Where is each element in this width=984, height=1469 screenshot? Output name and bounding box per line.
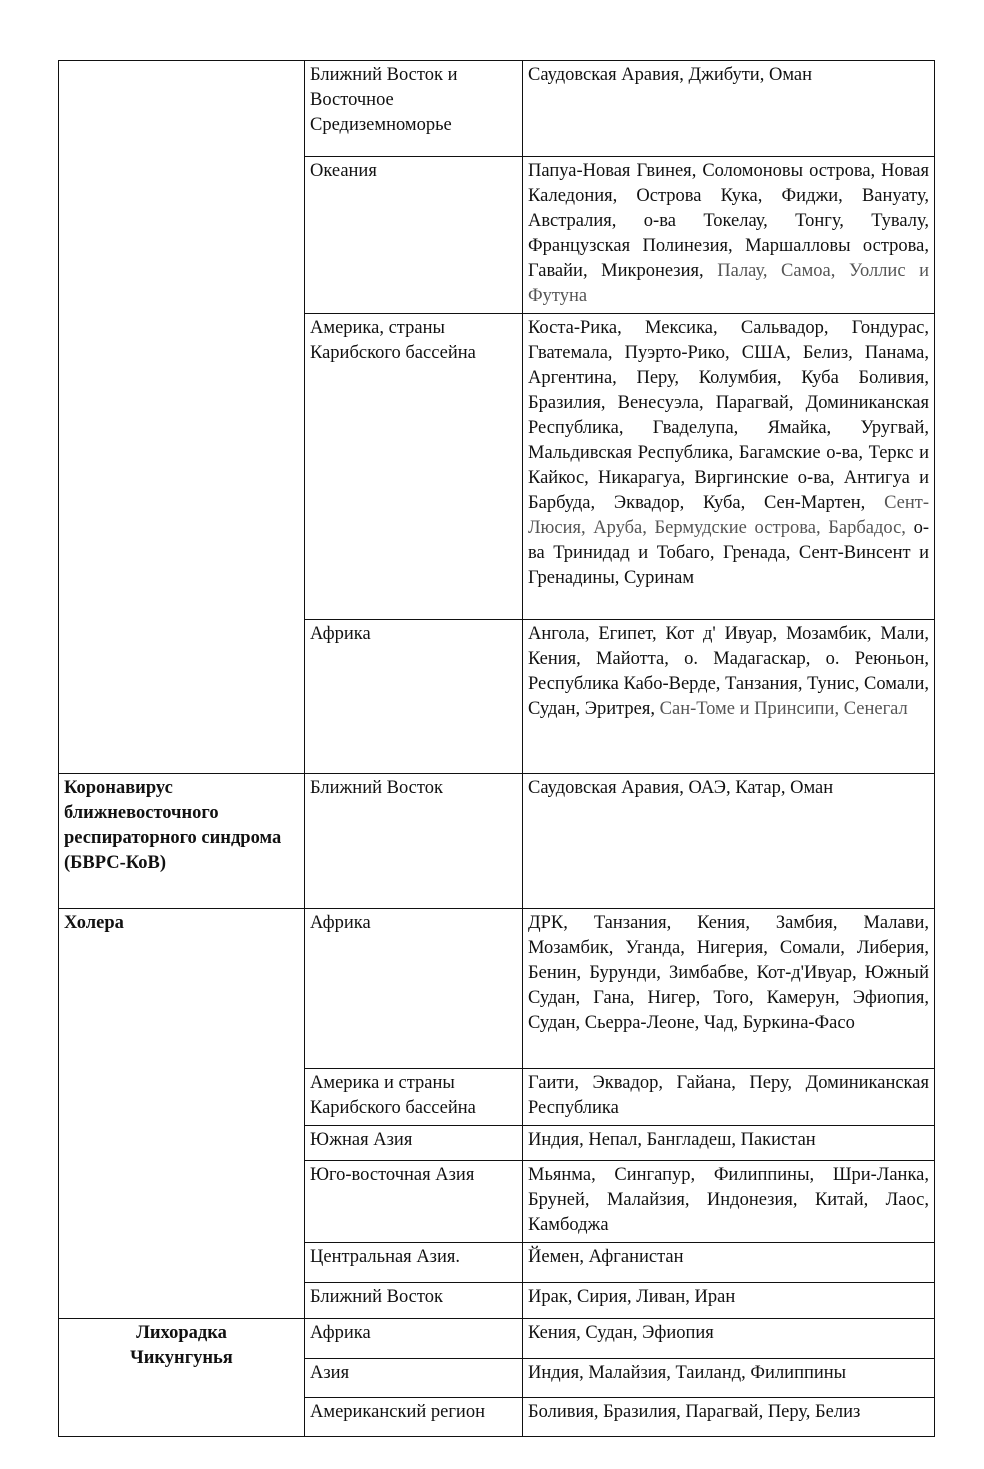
- countries-cell: Кения, Судан, Эфиопия: [523, 1319, 935, 1359]
- countries-cell: Боливия, Бразилия, Парагвай, Перу, Белиз: [523, 1398, 935, 1437]
- countries-text: Папуа-Новая Гвинея, Соломоновы острова, Новая Каледония, Острова Кука, Фиджи, Вануату, Австралия, о-ва Токелау, Тонгу, Тувалу, Французская Полинезия, Маршалловы острова, Гавайи, Микронезия,: [528, 161, 929, 281]
- region-cell: Центральная Азия.: [305, 1243, 523, 1283]
- countries-cell: Индия, Непал, Бангладеш, Пакистан: [523, 1126, 935, 1161]
- region-cell: Океания: [305, 157, 523, 314]
- countries-cell: Ирак, Сирия, Ливан, Иран: [523, 1283, 935, 1319]
- countries-text: Ангола, Египет, Кот д' Ивуар, Мозамбик, Мали, Кения, Майотта, о. Мадагаскар, о. Реюньон, Республика Кабо-Верде, Танзания, Тунис, Сомали, Судан, Эритрея,: [528, 624, 929, 719]
- disease-region-table: [58, 60, 935, 1437]
- countries-cell: [523, 157, 935, 314]
- disease-cell: Коронавирус ближневосточного респираторного синдрома (БВРС-КоВ): [59, 774, 305, 909]
- document-page: [58, 60, 934, 1437]
- region-cell: Ближний Восток и Восточное Средиземноморье: [305, 61, 523, 157]
- countries-cell: Йемен, Афганистан: [523, 1243, 935, 1283]
- countries-text-grey: Палау, Самоа, Уоллис и Футуна: [528, 261, 929, 306]
- region-cell: Африка: [305, 620, 523, 774]
- region-cell: Ближний Восток: [305, 774, 523, 909]
- region-cell: Юго-восточная Азия: [305, 1161, 523, 1243]
- countries-cell: [523, 314, 935, 620]
- countries-cell: Саудовская Аравия, Джибути, Оман: [523, 61, 935, 157]
- countries-cell: Мьянма, Сингапур, Филиппины, Шри-Ланка, Бруней, Малайзия, Индонезия, Китай, Лаос, Камбоджа: [523, 1161, 935, 1243]
- table-row: [59, 774, 935, 909]
- table-row: [59, 61, 935, 157]
- countries-text: Коста-Рика, Мексика, Сальвадор, Гондурас, Гватемала, Пуэрто-Рико, США, Белиз, Панама, Аргентина, Перу, Колумбия, Куба Боливия, Бразилия, Венесуэла, Парагвай, Доминиканская Республика, Гваделупа, Ямайка, Уругвай, Мальдивская Республика, Багамские о-ва, Теркс и Кайкос, Никарагуа, Виргинские о-ва, Антигуа и Барбуда, Эквадор, Куба, Сен-Мартен,: [528, 318, 929, 513]
- region-cell: Южная Азия: [305, 1126, 523, 1161]
- region-cell: Азия: [305, 1359, 523, 1398]
- region-cell: Африка: [305, 1319, 523, 1359]
- countries-cell: Гаити, Эквадор, Гайана, Перу, Доминиканская Республика: [523, 1069, 935, 1126]
- region-cell: Американский регион: [305, 1398, 523, 1437]
- countries-cell: ДРК, Танзания, Кения, Замбия, Малави, Мозамбик, Уганда, Нигерия, Сомали, Либерия, Бенин, Бурунди, Зимбабве, Кот-д'Ивуар, Южный Судан, Гана, Нигер, Того, Камерун, Эфиопия, Судан, Сьерра-Леоне, Чад, Буркина-Фасо: [523, 909, 935, 1069]
- countries-text-grey: Сент-Люсия, Аруба, Бермудские острова, Барбадос,: [528, 493, 929, 538]
- region-cell: Америка, страны Карибского бассейна: [305, 314, 523, 620]
- countries-cell: Индия, Малайзия, Таиланд, Филиппины: [523, 1359, 935, 1398]
- disease-cell: Лихорадка Чикунгунья: [59, 1319, 305, 1437]
- countries-cell: Саудовская Аравия, ОАЭ, Катар, Оман: [523, 774, 935, 909]
- disease-cell: [59, 61, 305, 774]
- table-row: [59, 909, 935, 1069]
- region-cell: Ближний Восток: [305, 1283, 523, 1319]
- countries-text-grey: Сан-Томе и Принсипи, Сенегал: [659, 699, 908, 719]
- table-row: [59, 1319, 935, 1359]
- disease-cell: Холера: [59, 909, 305, 1319]
- region-cell: Африка: [305, 909, 523, 1069]
- countries-text-tail: о-ва Тринидад и Тобаго, Гренада, Сент-Винсент и Гренадины, Суринам: [528, 518, 929, 588]
- countries-cell: [523, 620, 935, 774]
- region-cell: Америка и страны Карибского бассейна: [305, 1069, 523, 1126]
